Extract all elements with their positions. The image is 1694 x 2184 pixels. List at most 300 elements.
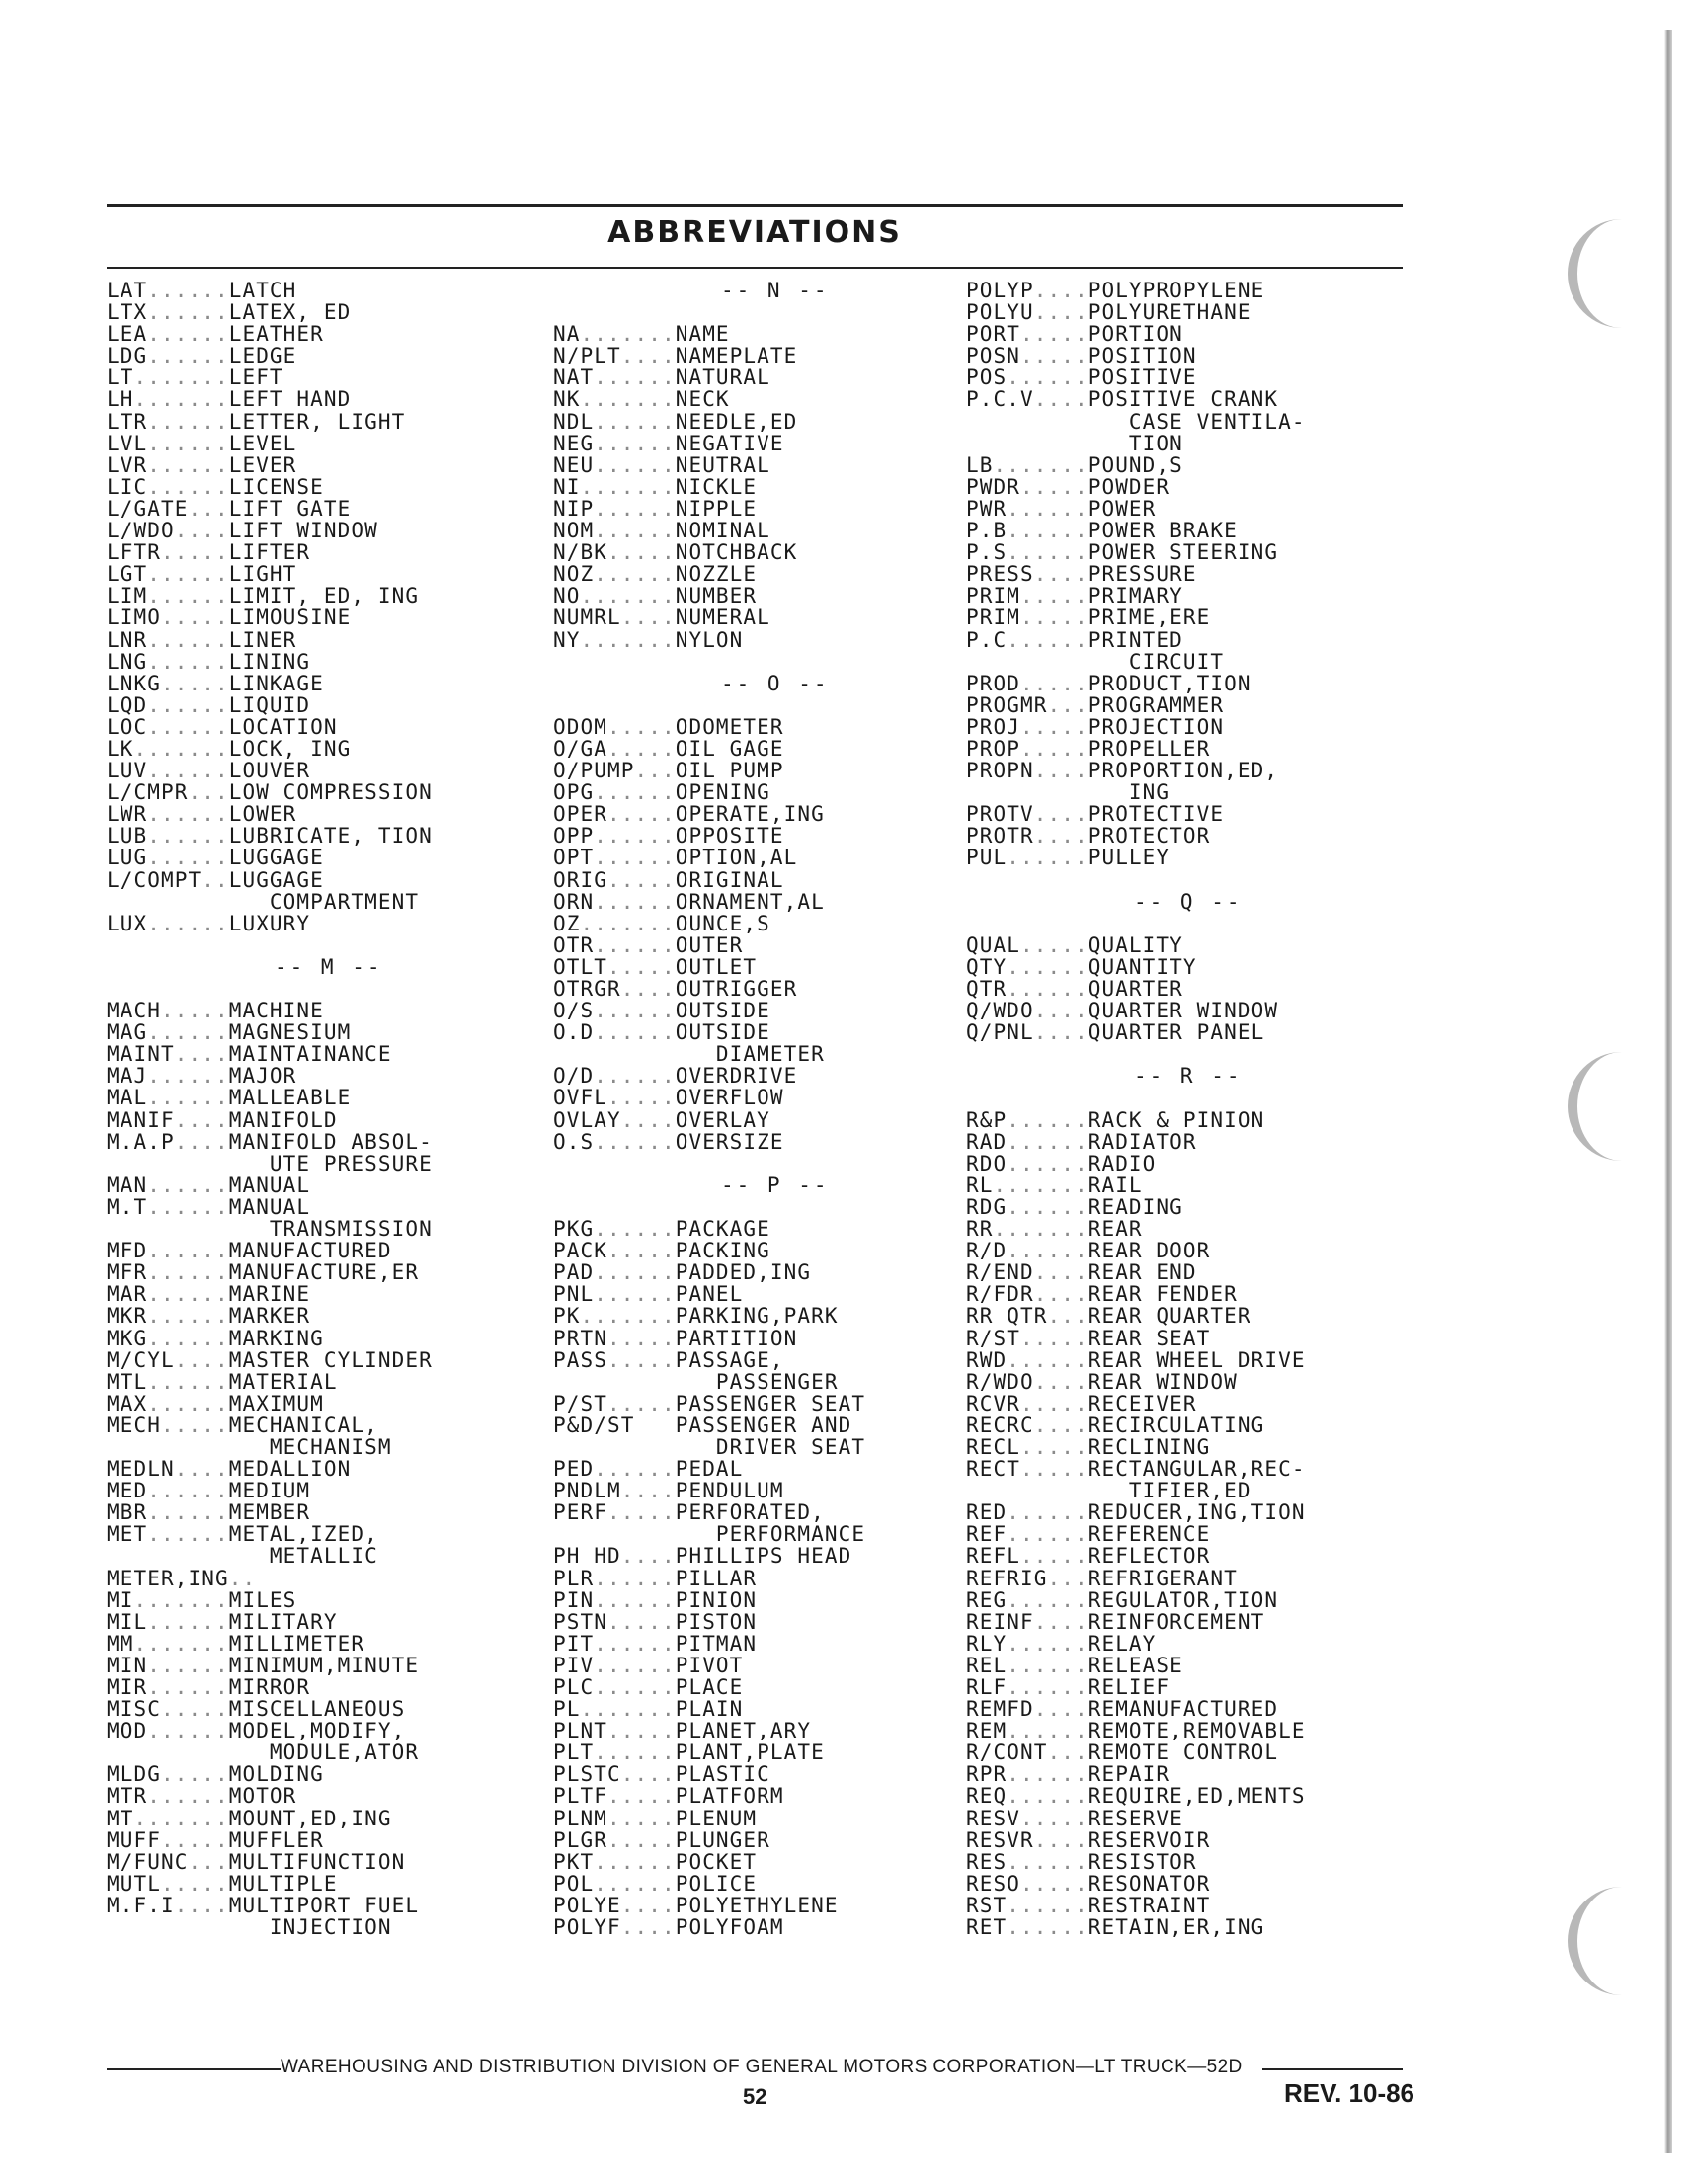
abbreviation-entry [553,1741,865,1763]
dot-leader: ...... [594,1740,676,1765]
dot-leader: ...... [594,1217,676,1242]
definition: MOUNT,ED,ING [228,1806,392,1830]
abbreviation-entry [553,1240,865,1261]
abbreviation: MT [107,1806,134,1830]
definition: REDUCER,ING,TION [1088,1500,1306,1525]
abbreviation-entry [553,1393,865,1415]
abbreviation: LT [107,365,134,390]
definition: NUMERAL [675,606,770,630]
abbreviation-entry [553,869,865,891]
abbreviation: PUL [966,846,1008,870]
dot-leader: .... [620,344,676,368]
abbreviation: NOM [553,519,595,543]
section-header: -- R -- [1134,1064,1243,1089]
dot-leader: ..... [160,999,229,1023]
abbreviation-entry [553,1763,865,1785]
abbreviation: MIN [107,1653,148,1677]
abbreviation-entry [966,1916,1306,1938]
abbreviation: NUMRL [553,606,621,630]
definition: NEGATIVE [675,431,784,455]
definition: LEDGE [228,344,297,368]
dot-leader: ...... [1007,1915,1089,1940]
dot-leader: ...... [594,1282,676,1307]
dot-leader: ...... [1007,519,1089,543]
abbreviation-entry [966,541,1306,563]
spacer [553,1196,865,1218]
abbreviation: PLT [553,1740,595,1765]
abbreviation: REM [966,1719,1008,1743]
abbreviation: REINF [966,1609,1034,1634]
definition: REINFORCEMENT [1088,1609,1265,1634]
dot-leader: ....... [580,627,676,652]
definition: METAL,IZED, [228,1522,378,1547]
abbreviation: RESO [966,1871,1020,1896]
abbreviation: RPR [966,1762,1008,1787]
abbreviation: REQ [966,1784,1008,1809]
definition: POCKET [675,1849,758,1874]
abbreviation: PORT [966,322,1020,347]
abbreviation-entry [107,520,433,541]
dot-leader: ...... [1007,1675,1089,1699]
abbreviation-entry [107,1873,433,1895]
abbreviation-entry [107,629,433,651]
abbreviation-entry [553,1218,865,1240]
abbreviation-entry [966,301,1306,323]
dot-leader: ..... [160,1697,229,1722]
abbreviation: M/CYL [107,1347,175,1372]
abbreviation-entry [107,1720,433,1741]
dot-leader: .... [1033,1020,1089,1045]
abbreviation-entry [553,1000,865,1021]
abbreviation-entry [966,1763,1306,1785]
abbreviation: PLTF [553,1784,607,1809]
dot-leader: ...... [147,649,229,674]
dot-leader: ...... [1007,1107,1089,1132]
dot-leader: ...... [1007,954,1089,979]
dot-leader: ..... [1019,1434,1089,1459]
abbreviation-entry [966,498,1306,520]
dot-leader: ..... [606,1347,676,1372]
definition: OVERSIZE [675,1129,784,1154]
definition: NOTCHBACK [675,540,798,565]
abbreviation: NY [553,627,581,652]
abbreviation: NAT [553,365,595,390]
dot-leader: .... [174,1893,229,1917]
dot-leader: ..... [1019,714,1089,739]
dot-leader: ...... [147,1653,229,1677]
abbreviation: LB [966,452,994,477]
abbreviation-entry [966,366,1306,388]
abbreviation-entry [553,891,865,913]
abbreviation-column-1 [107,280,433,1938]
abbreviation-entry [553,1873,865,1895]
abbreviation: L/WDO [107,519,175,543]
abbreviation: REF [966,1522,1008,1547]
dot-leader: ...... [1007,1719,1089,1743]
abbreviation-entry [966,1153,1306,1174]
definition: POLYETHYLENE [675,1893,839,1917]
entry-continuation: COMPARTMENT [107,889,420,914]
definition: REAR FENDER [1088,1282,1238,1307]
dot-leader: ...... [147,846,229,870]
abbreviation: RECRC [966,1413,1034,1437]
dot-leader: ... [634,759,676,783]
entry-continuation: ING [966,780,1170,805]
abbreviation: O/PUMP [553,759,635,783]
definition: RELAY [1088,1631,1157,1656]
dot-leader: ...... [147,911,229,935]
dot-leader: .... [1033,387,1089,412]
definition: MANIFOLD ABSOL- [228,1129,433,1154]
dot-leader: ...... [1007,977,1089,1001]
dot-leader: ...... [1007,1762,1089,1787]
abbreviation-entry [966,1371,1306,1393]
entry-continuation: PERFORMANCE [553,1522,866,1547]
abbreviation-entry [107,825,433,847]
abbreviation: MANIF [107,1107,175,1132]
dot-leader: ...... [1007,496,1089,521]
abbreviation: R/END [966,1260,1034,1285]
abbreviation: LTX [107,300,148,325]
abbreviation-entry [553,1808,865,1829]
definition: OVERLAY [675,1107,770,1132]
binder-hole [1568,219,1625,328]
definition: REMOTE CONTROL [1088,1740,1279,1765]
entry-continuation: TRANSMISSION [107,1217,433,1242]
abbreviation-entry [107,563,433,585]
abbreviation: OZ [553,911,581,935]
abbreviation-entry [107,1283,433,1305]
revision-label: REV. 10-86 [1284,2078,1415,2108]
dot-leader: ...... [147,802,229,827]
abbreviation-entry [966,1328,1306,1349]
entry-continuation: CASE VENTILA- [966,409,1306,434]
abbreviation-entry [107,1065,433,1087]
definition: RESONATOR [1088,1871,1211,1896]
abbreviation-entry [553,847,865,868]
dot-leader: ..... [160,1827,229,1852]
definition: LICENSE [228,474,324,499]
dot-leader: .... [1033,824,1089,849]
definition: RELIEF [1088,1675,1170,1699]
definition: PRIMARY [1088,584,1183,608]
abbreviation-entry [553,1261,865,1283]
abbreviation: PKG [553,1217,595,1242]
dot-leader: ..... [606,1239,676,1263]
dot-leader: ....... [580,584,676,608]
abbreviation: LWR [107,802,148,827]
section-header: -- M -- [275,954,383,979]
abbreviation-entry [553,563,865,585]
abbreviation-entry [553,1568,865,1589]
abbreviation: MAINT [107,1042,175,1067]
abbreviation: PRIM [966,584,1020,608]
definition: REFRIGERANT [1088,1566,1238,1590]
definition: MAGNESIUM [228,1020,352,1045]
abbreviation: RLY [966,1631,1008,1656]
abbreviation-entry [966,1349,1306,1371]
dot-leader: ....... [580,474,676,499]
abbreviation: MIR [107,1675,148,1699]
abbreviation-entry [107,738,433,760]
binder-hole [1568,1052,1625,1161]
definition: PULLEY [1088,846,1170,870]
dot-leader: ..... [606,1609,676,1634]
abbreviation-entry [553,541,865,563]
dot-leader: ...... [147,1239,229,1263]
abbreviation: RWD [966,1347,1008,1372]
dot-leader: ..... [1019,584,1089,608]
abbreviation-entry [553,956,865,978]
definition: LATEX, ED [228,300,352,325]
dot-leader: ..... [1019,1457,1089,1482]
binder-edge [1664,30,1672,2153]
definition: REAR WINDOW [1088,1369,1238,1394]
dot-leader: ....... [580,322,676,347]
definition: PINION [675,1587,758,1612]
dot-leader: ...... [1007,846,1089,870]
dot-leader: ....... [993,1173,1089,1197]
dot-leader: ...... [147,1675,229,1699]
abbreviation: POL [553,1871,595,1896]
definition: REQUIRE,ED,MENTS [1088,1784,1306,1809]
dot-leader: ....... [133,365,229,390]
dot-leader: ..... [1019,344,1089,368]
definition: LUXURY [228,911,311,935]
abbreviation: PROGMR [966,692,1048,717]
dot-leader: ..... [160,1871,229,1896]
abbreviation-entry [553,1785,865,1807]
abbreviation: MFD [107,1239,148,1263]
definition: NEUTRAL [675,452,770,477]
abbreviation-entry [107,1808,433,1829]
abbreviation-entry [107,1480,433,1501]
abbreviation-entry [107,673,433,694]
abbreviation: REG [966,1587,1008,1612]
definition: LEATHER [228,322,324,347]
abbreviation: LK [107,736,134,761]
definition: LIGHT [228,562,297,587]
abbreviation-entry [966,1720,1306,1741]
abbreviation: LQD [107,692,148,717]
definition: POWER STEERING [1088,540,1279,565]
abbreviation-entry [553,1109,865,1131]
abbreviation: M.T [107,1194,148,1219]
abbreviation: QTY [966,954,1008,979]
definition: MEMBER [228,1500,311,1525]
dot-leader: .... [620,1544,676,1569]
dot-leader: ..... [160,540,229,565]
definition: MANUFACTURED [228,1239,392,1263]
abbreviation: MAX [107,1391,148,1416]
abbreviation: POLYP [966,279,1034,302]
abbreviation-entry [553,913,865,934]
definition: RESISTOR [1088,1849,1197,1874]
dot-leader: ...... [147,714,229,739]
dot-leader: ...... [594,1849,676,1874]
abbreviation-entry [107,1109,433,1131]
definition: RESTRAINT [1088,1893,1211,1917]
definition: MAJOR [228,1064,297,1089]
abbreviation: P.S [966,540,1008,565]
definition: LEVER [228,452,297,477]
dot-leader: .... [174,1457,229,1482]
dot-leader: ..... [1019,1326,1089,1350]
abbreviation-entry [966,978,1306,1000]
abbreviation: MLDG [107,1762,161,1787]
dot-leader: ....... [580,387,676,412]
abbreviation-entry [553,1545,865,1567]
definition: PANEL [675,1282,744,1307]
definition: PLASTIC [675,1762,770,1787]
abbreviation: R/D [966,1239,1008,1263]
dot-leader: ... [1047,1304,1089,1329]
abbreviation-entry [107,280,433,301]
abbreviation: MOD [107,1719,148,1743]
definition: POLYPROPYLENE [1088,279,1265,302]
abbreviation-entry [966,1523,1306,1545]
dot-leader: ..... [606,1784,676,1809]
abbreviation: POLYU [966,300,1034,325]
dot-leader: ...... [594,496,676,521]
dot-leader: ...... [147,1260,229,1285]
abbreviation-entry [966,803,1306,825]
abbreviation: OVFL [553,1086,607,1110]
abbreviation-entry [966,1261,1306,1283]
abbreviation: NEG [553,431,595,455]
definition: MANUAL [228,1173,311,1197]
dot-leader: .... [620,977,676,1001]
dot-leader: ...... [594,889,676,914]
abbreviation-entry [966,673,1306,694]
abbreviation-entry [553,585,865,607]
definition: LATCH [228,279,297,302]
definition: OUTSIDE [675,1020,770,1045]
dot-leader: ...... [594,365,676,390]
definition: MANUFACTURE,ER [228,1260,420,1285]
abbreviation-entry [553,1611,865,1633]
definition: PRESSURE [1088,562,1197,587]
abbreviation: O.S [553,1129,595,1154]
abbreviation-entry [966,716,1306,738]
dot-leader: .... [174,1107,229,1132]
definition: PROPORTION,ED, [1088,759,1279,783]
definition: POSITIVE CRANK [1088,387,1279,412]
abbreviation: LGT [107,562,148,587]
abbreviation: LNG [107,649,148,674]
abbreviation-entry [107,716,433,738]
dot-leader: ...... [594,1653,676,1677]
abbreviation: LAT [107,279,148,302]
abbreviation: O/GA [553,736,607,761]
dot-leader: ...... [147,1194,229,1219]
definition: OUTER [675,932,744,957]
abbreviation-entry [553,520,865,541]
abbreviation: REMFD [966,1697,1034,1722]
definition: PROPELLER [1088,736,1211,761]
definition: RECTANGULAR,REC- [1088,1457,1306,1482]
definition: LIQUID [228,692,311,717]
dot-leader: .... [1033,1282,1089,1307]
definition: POLICE [675,1871,758,1896]
dot-leader: .... [1033,1609,1089,1634]
abbreviation-entry [553,1328,865,1349]
dot-leader: ...... [1007,365,1089,390]
dot-leader: ..... [160,1762,229,1787]
abbreviation-entry [107,781,433,803]
abbreviation: PWDR [966,474,1020,499]
abbreviation-entry [966,476,1306,498]
definition: MACHINE [228,999,324,1023]
abbreviation: LEA [107,322,148,347]
dot-leader: ...... [147,1282,229,1307]
dot-leader: ...... [147,409,229,434]
abbreviation: PNL [553,1282,595,1307]
abbreviation: LOC [107,714,148,739]
abbreviation-entry [966,1131,1306,1153]
definition: MINIMUM,MINUTE [228,1653,420,1677]
dot-leader: ... [1047,1740,1089,1765]
definition: MOLDING [228,1762,324,1787]
definition: NICKLE [675,474,758,499]
abbreviation: P.B [966,519,1008,543]
dot-leader: ...... [594,409,676,434]
definition: NIPPLE [675,496,758,521]
dot-leader: ..... [1019,671,1089,695]
abbreviation: PLR [553,1566,595,1590]
abbreviation-entry [966,738,1306,760]
abbreviation: RED [966,1500,1008,1525]
definition: MILES [228,1587,297,1612]
dot-leader: ...... [1007,1347,1089,1372]
abbreviation: RET [966,1915,1008,1940]
abbreviation-entry [966,1741,1306,1763]
abbreviation: P/ST [553,1391,607,1416]
dot-leader: .... [174,1129,229,1154]
section-header: -- O -- [721,671,830,695]
abbreviation: PIT [553,1631,595,1656]
definition: POWER BRAKE [1088,519,1238,543]
abbreviation: PKT [553,1849,595,1874]
dot-leader: .... [620,1893,676,1917]
abbreviation: MAN [107,1173,148,1197]
abbreviation-entry [107,1131,433,1153]
abbreviation-entry [107,913,433,934]
definition: QUALITY [1088,932,1183,957]
abbreviation: LDG [107,344,148,368]
dot-leader: ...... [147,562,229,587]
dot-leader: ...... [147,584,229,608]
abbreviation: MKG [107,1326,148,1350]
definition: NUMBER [675,584,758,608]
abbreviation: PK [553,1304,581,1329]
definition: ORNAMENT,AL [675,889,825,914]
abbreviation: L/COMPT [107,867,202,892]
abbreviation-entry [966,1196,1306,1218]
abbreviation-entry [107,1043,433,1065]
definition: OPTION,AL [675,846,798,870]
dot-leader: ....... [133,387,229,412]
abbreviation: MED [107,1479,148,1503]
dot-leader: ....... [580,1304,676,1329]
abbreviation: NDL [553,409,595,434]
definition: MANUAL [228,1194,311,1219]
dot-leader: ..... [606,954,676,979]
abbreviation-entry [553,1698,865,1720]
definition: PASSENGER SEAT [675,1391,866,1416]
definition: RETAIN,ER,ING [1088,1915,1265,1940]
abbreviation: M.A.P [107,1129,175,1154]
